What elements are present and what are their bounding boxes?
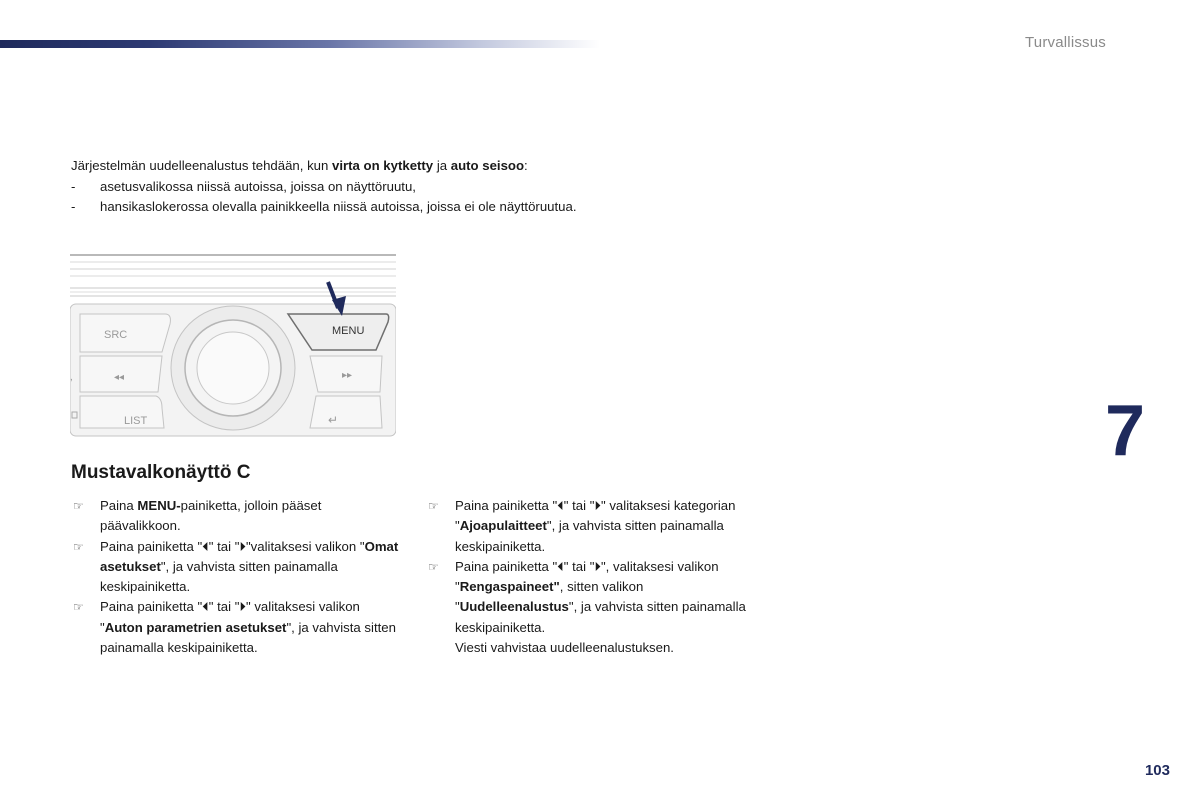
- instructions-right-column: [426, 496, 746, 658]
- hand-pointer-icon: ☞: [73, 499, 84, 513]
- hand-pointer-icon: ☞: [428, 499, 439, 513]
- confirmation-note: Viesti vahvistaa uudelleenalustuksen.: [455, 640, 674, 656]
- instruction-item: ☞ Paina painiketta "⏴" tai "⏵"valitaksesi valikon "Omat asetukset", ja vahvista sitten painamalla keskipainiketta.: [73, 538, 399, 595]
- header-gradient-bar: [0, 40, 600, 48]
- hand-pointer-icon: ☞: [73, 539, 84, 554]
- control-panel-illustration: [70, 252, 396, 442]
- list-button-label: LIST: [124, 415, 148, 427]
- src-button-label: SRC: [104, 329, 128, 341]
- instruction-item: ☞ Paina MENU-painiketta, jolloin pääset päävalikkoon.: [73, 498, 322, 534]
- svg-text:,: ,: [70, 372, 73, 383]
- chapter-number: 7: [1104, 391, 1145, 471]
- section-heading: Mustavalkonäyttö C: [71, 462, 251, 483]
- next-button-label: ▸▸: [342, 370, 353, 381]
- intro-paragraph: Järjestelmän uudelleenalustus tehdään, kun virta on kytketty ja auto seisoo:: [71, 158, 528, 173]
- page-number: 103: [1144, 762, 1170, 779]
- instructions-left-column: [71, 496, 401, 658]
- instruction-item: ☞ Paina painiketta "⏴" tai "⏵" valitaksesi kategorian "Ajoapulaitteet", ja vahvista sitten painamalla keskipainiketta.: [428, 498, 736, 554]
- intro-list-item: - hansikaslokerossa olevalla painikkeella niissä autoissa, joissa ei ole näyttöruutua.: [71, 199, 577, 214]
- instruction-item: ☞ Paina painiketta "⏴" tai "⏵", valitaksesi valikon "Rengaspaineet", sitten valikon "Uudelleenalustus", ja vahvista sitten painamalla keskipainiketta.: [428, 558, 746, 635]
- intro-text: [71, 156, 831, 218]
- prev-button-label: ◂◂: [114, 372, 125, 383]
- instruction-item: ☞ Paina painiketta "⏴" tai "⏵" valitaksesi valikon "Auton parametrien asetukset", ja vahvista sitten painamalla keskipainiketta.: [73, 599, 396, 656]
- intro-list-item: - asetusvalikossa niissä autoissa, joissa on näyttöruutu,: [71, 178, 416, 194]
- control-panel-svg: [70, 252, 396, 442]
- section-title: Turvallissus: [1024, 34, 1106, 51]
- hand-pointer-icon: ☞: [428, 559, 439, 574]
- hand-pointer-icon: ☞: [73, 600, 84, 615]
- back-button-label: ↵: [328, 413, 339, 427]
- menu-button-label: MENU: [332, 325, 365, 337]
